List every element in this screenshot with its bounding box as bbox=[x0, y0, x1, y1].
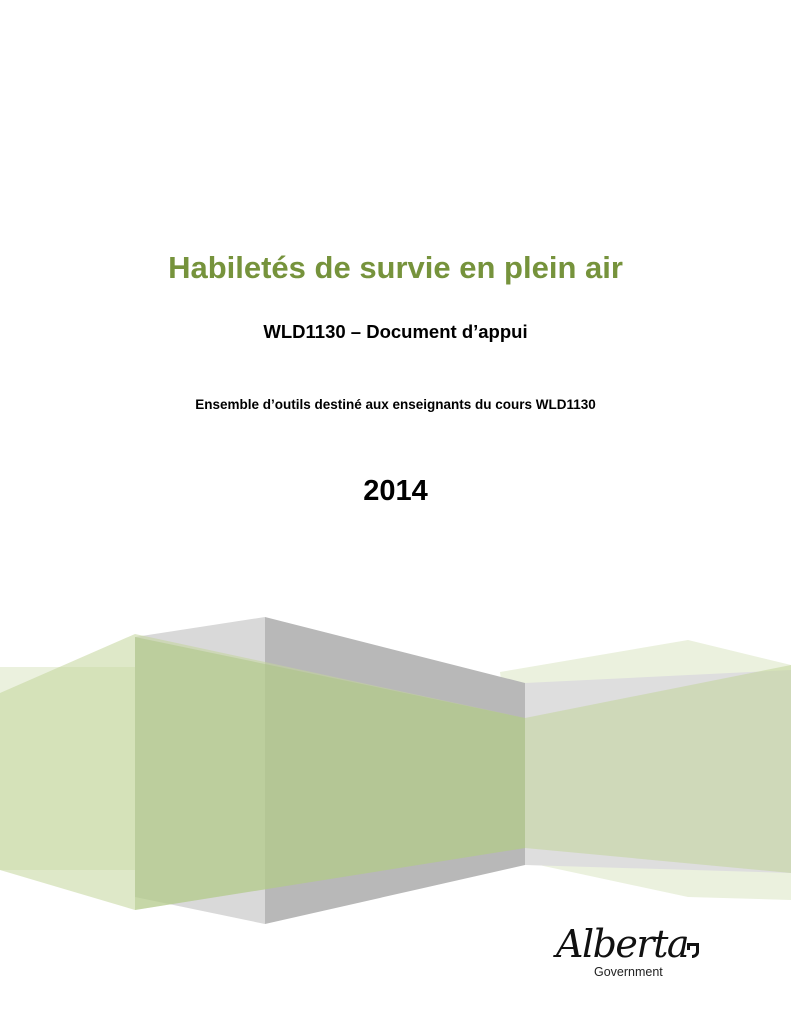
document-year: 2014 bbox=[363, 475, 428, 507]
alberta-wordmark: Alberta bbox=[556, 922, 688, 966]
alberta-flag-icon bbox=[687, 943, 699, 958]
document-title: Habiletés de survie en plein air bbox=[168, 250, 623, 285]
government-label: Government bbox=[594, 965, 663, 979]
alberta-government-logo bbox=[556, 922, 706, 984]
document-subtitle: WLD1130 – Document d’appui bbox=[263, 321, 528, 342]
document-description: Ensemble d’outils destiné aux enseignants du cours WLD1130 bbox=[195, 397, 596, 412]
